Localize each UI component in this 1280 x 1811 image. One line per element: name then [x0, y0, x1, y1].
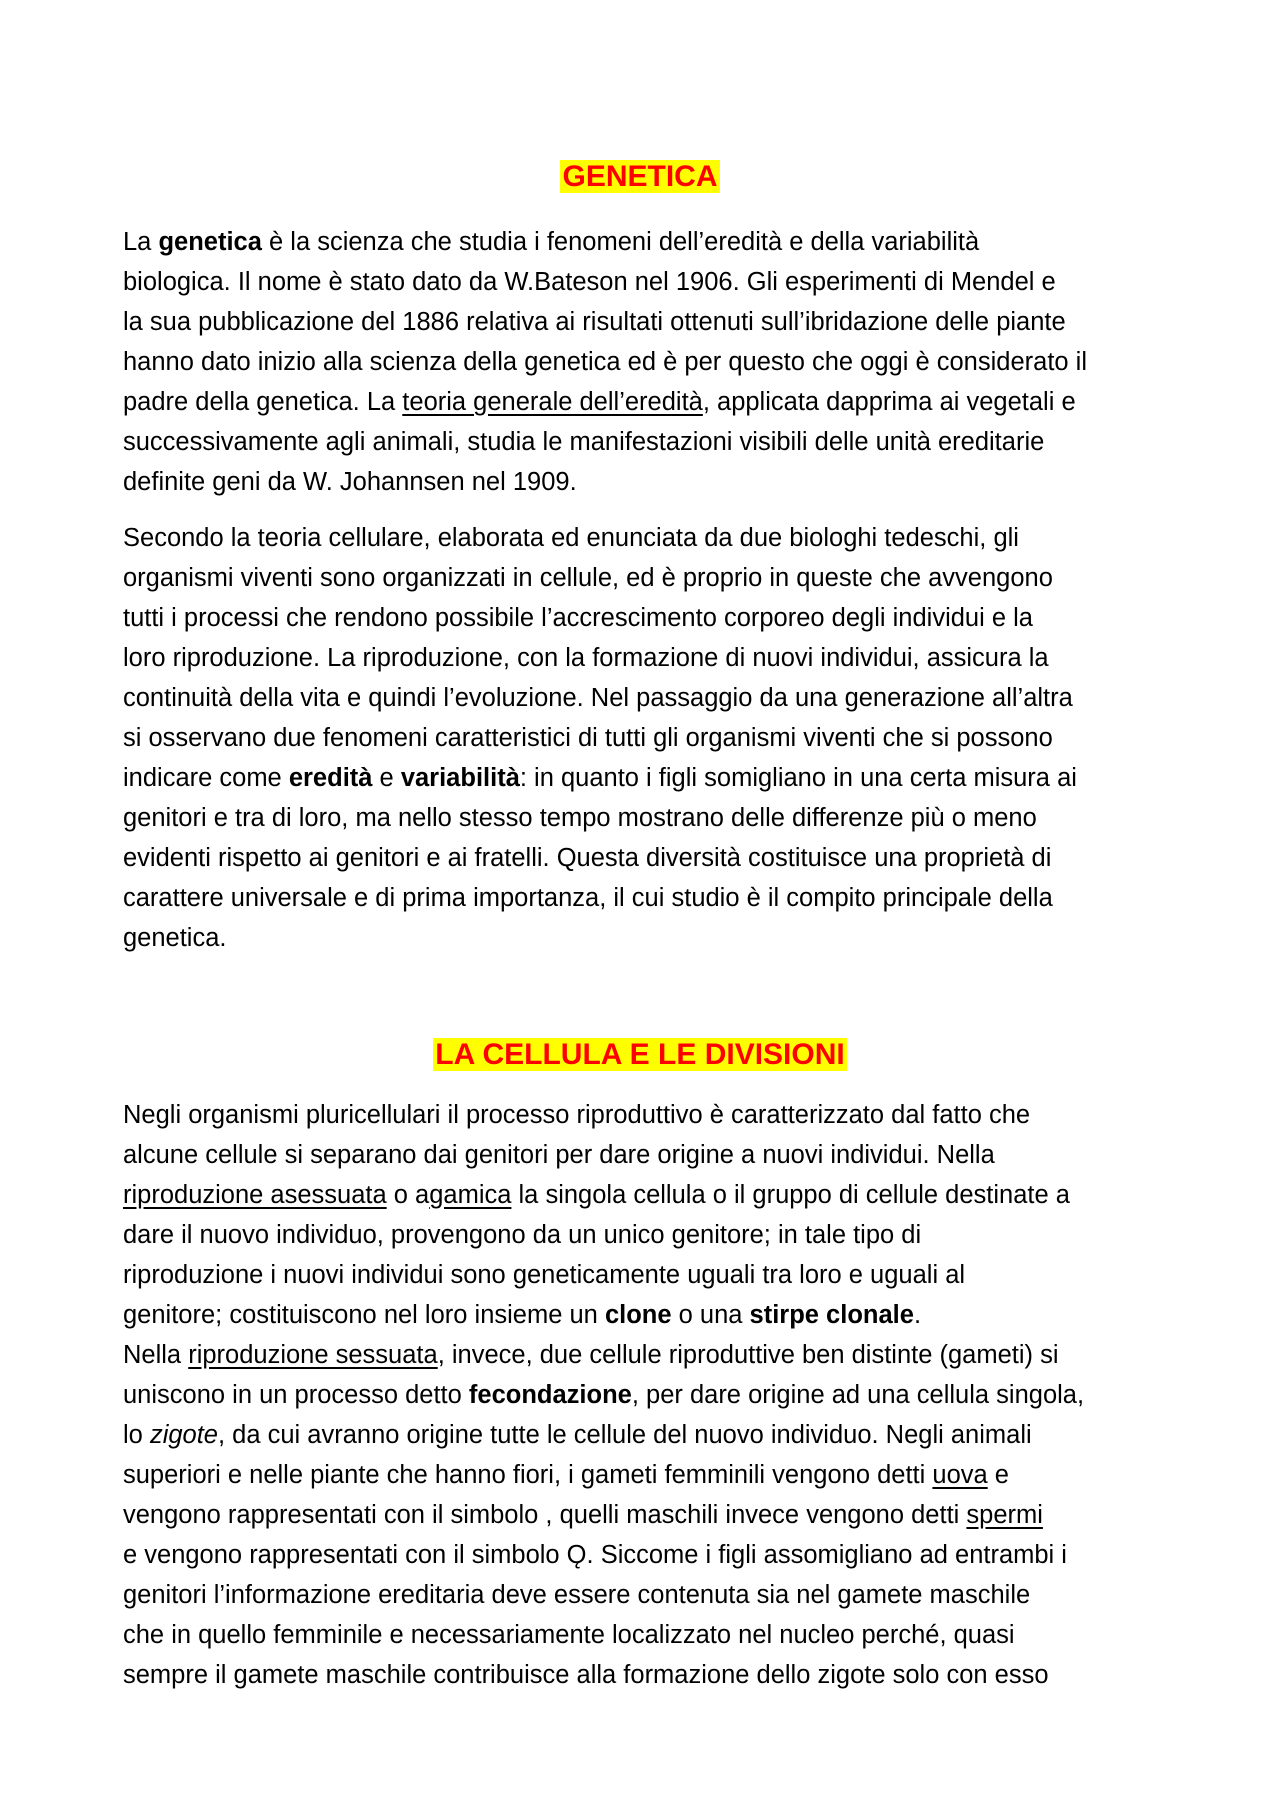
text-line [123, 838, 1173, 878]
bold-term: fecondazione [468, 1381, 632, 1409]
text-line [123, 1095, 1173, 1135]
text-line [123, 262, 1173, 302]
text-run: uniscono in un processo detto [123, 1381, 469, 1409]
text-run: continuità della vita e quindi l’evoluzione. Nel passaggio da una generazione all’altra [123, 684, 1073, 712]
text-run: si osservano due fenomeni caratteristici di tutti gli organismi viventi che si possono [123, 724, 1053, 752]
text-run: riproduzione i nuovi individui sono geneticamente uguali tra loro e uguali al [123, 1261, 966, 1289]
text-run: carattere universale e di prima importanza, il cui studio è il compito principale della [123, 884, 1053, 912]
text-run: padre della genetica. La [123, 388, 403, 416]
text-line [123, 1535, 1173, 1575]
text-run: . [913, 1301, 922, 1329]
bold-term: stirpe clonale [749, 1301, 914, 1329]
text-line [123, 1495, 1173, 1535]
text-line [123, 1655, 1173, 1695]
text-line [123, 422, 1173, 462]
text-run: Secondo la teoria cellulare, elaborata ed enunciata da due biologhi tedeschi, gli [123, 524, 1019, 552]
bold-term: eredità [288, 764, 373, 792]
text-run: evidenti rispetto ai genitori e ai fratelli. Questa diversità costituisce una proprietà di [123, 844, 1052, 872]
text-run: definite geni da W. Johannsen nel 1909. [123, 468, 577, 496]
text-line [123, 918, 1173, 958]
text-line [123, 1455, 1173, 1495]
paragraph [123, 222, 1173, 502]
text-line [123, 1575, 1173, 1615]
underlined-term: riproduzione sessuata [188, 1341, 438, 1369]
text-run: e [987, 1461, 1009, 1489]
text-run: genetica. [123, 924, 227, 952]
text-run: che in quello femminile e necessariamente localizzato nel nucleo perché, quasi [123, 1621, 1015, 1649]
paragraph [123, 518, 1173, 958]
text-run: alcune cellule si separano dai genitori per dare origine a nuovi individui. Nella [123, 1141, 995, 1169]
bold-term: clone [604, 1301, 672, 1329]
text-run: Nella [123, 1341, 189, 1369]
text-line [123, 798, 1173, 838]
text-run: , per dare origine ad una cellula singola, [631, 1381, 1085, 1409]
text-line [123, 1375, 1173, 1415]
text-line [123, 222, 1173, 262]
text-line [123, 718, 1173, 758]
text-run: la sua pubblicazione del 1886 relativa ai risultati ottenuti sull’ibridazione delle piante [123, 308, 1066, 336]
section-heading-genetica [0, 157, 1280, 197]
paragraph [123, 1095, 1173, 1695]
underlined-term: teoria generale dell’eredità [402, 388, 703, 416]
section-heading-cellula [0, 1035, 1280, 1075]
text-run: è la scienza che studia i fenomeni dell’eredità e della variabilità [261, 228, 980, 256]
text-line [123, 1415, 1173, 1455]
text-line [123, 558, 1173, 598]
text-line [123, 638, 1173, 678]
text-line [123, 1135, 1173, 1175]
text-run: o a [386, 1181, 430, 1209]
text-run: genitori l’informazione ereditaria deve essere contenuta sia nel gamete maschile [123, 1581, 1031, 1609]
bold-term: variabilità [400, 764, 520, 792]
text-run: organismi viventi sono organizzati in cellule, ed è proprio in queste che avvengono [123, 564, 1053, 592]
underlined-term: riproduzione asessuata [123, 1181, 387, 1209]
text-run: , invece, due cellule riproduttive ben distinte (gameti) si [437, 1341, 1059, 1369]
text-run: genitore; costituiscono nel loro insieme un [123, 1301, 605, 1329]
text-line [123, 462, 1173, 502]
text-run: o una [671, 1301, 750, 1329]
text-run: tutti i processi che rendono possibile l’accrescimento corporeo degli individui e la [123, 604, 1033, 632]
text-run: vengono rappresentati con il simbolo , quelli maschili invece vengono detti [123, 1501, 967, 1529]
text-line [123, 678, 1173, 718]
text-run: : in quanto i figli somigliano in una certa misura ai [519, 764, 1077, 792]
underlined-term: gamica [429, 1181, 512, 1209]
text-line [123, 1215, 1173, 1255]
text-run: lo [123, 1421, 150, 1449]
text-run: dare il nuovo individuo, provengono da un unico genitore; in tale tipo di [123, 1221, 922, 1249]
text-run: genitori e tra di loro, ma nello stesso tempo mostrano delle differenze più o meno [123, 804, 1037, 832]
text-run: biologica. Il nome è stato dato da W.Bateson nel 1906. Gli esperimenti di Mendel e [123, 268, 1056, 296]
text-line [123, 878, 1173, 918]
text-run: superiori e nelle piante che hanno fiori, i gameti femminili vengono detti [123, 1461, 933, 1489]
text-line [123, 1175, 1173, 1215]
text-run: la singola cellula o il gruppo di cellule destinate a [511, 1181, 1070, 1209]
text-run: , applicata dapprima ai vegetali e [702, 388, 1076, 416]
text-run: sempre il gamete maschile contribuisce alla formazione dello zigote solo con esso [123, 1661, 1049, 1689]
text-run: Negli organismi pluricellulari il processo riproduttivo è caratterizzato dal fatto che [123, 1101, 1031, 1129]
text-run: e vengono rappresentati con il simbolo Ǫ. Siccome i figli assomigliano ad entrambi i [123, 1541, 1067, 1569]
text-run: successivamente agli animali, studia le manifestazioni visibili delle unità ereditarie [123, 428, 1045, 456]
text-line [123, 518, 1173, 558]
text-run: hanno dato inizio alla scienza della genetica ed è per questo che oggi è considerato il [123, 348, 1087, 376]
text-line [123, 342, 1173, 382]
text-line [123, 598, 1173, 638]
text-line [123, 1335, 1173, 1375]
text-run: indicare come [123, 764, 289, 792]
text-run: La [123, 228, 159, 256]
text-line [123, 1255, 1173, 1295]
heading-text: LA CELLULA E LE DIVISIONI [435, 1038, 845, 1071]
text-run: e [372, 764, 401, 792]
text-run: loro riproduzione. La riproduzione, con la formazione di nuovi individui, assicura la [123, 644, 1049, 672]
italic-term: zigote [149, 1421, 218, 1449]
bold-term: genetica [158, 228, 262, 256]
text-line [123, 1295, 1173, 1335]
text-line [123, 302, 1173, 342]
underlined-term: uova [932, 1461, 988, 1489]
text-line [123, 1615, 1173, 1655]
heading-text: GENETICA [562, 160, 718, 193]
text-line [123, 382, 1173, 422]
text-line [123, 758, 1173, 798]
text-run: , da cui avranno origine tutte le cellule del nuovo individuo. Negli animali [217, 1421, 1032, 1449]
underlined-term: spermi [966, 1501, 1043, 1529]
